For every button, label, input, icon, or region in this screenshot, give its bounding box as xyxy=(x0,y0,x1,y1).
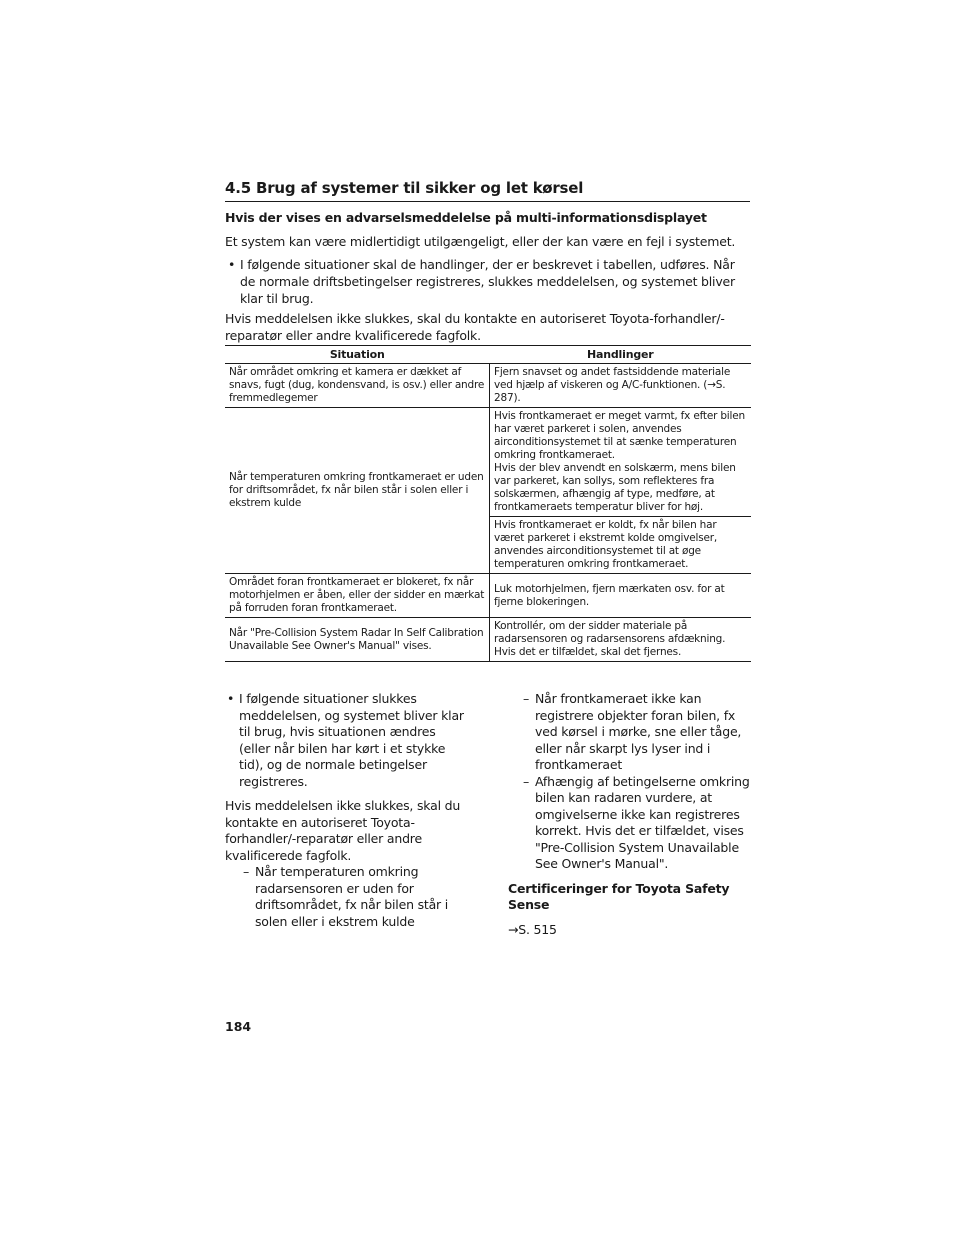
cert-reference-link[interactable]: →S. 515 xyxy=(508,921,557,937)
bullet-item xyxy=(225,691,470,790)
header-situation: Situation xyxy=(225,346,490,364)
table-row xyxy=(225,618,751,662)
bullet-text: I følgende situationer slukkes meddelelsen, og systemet bliver klar til brug, hvis situationen ændres (eller når bilen har kørt i et stykke tid), og de normale betingelser registreres. xyxy=(239,691,464,789)
section-header: 4.5 Brug af systemer til sikker og let kørsel xyxy=(225,179,750,202)
action-cell xyxy=(490,408,752,517)
situation-cell: Området foran frontkameraet er blokeret, fx når motorhjelmen er åben, eller der sidder en mærkat på forruden foran frontkameraet. xyxy=(225,574,490,618)
table-header-row xyxy=(225,346,751,364)
contact-paragraph: Hvis meddelelsen ikke slukkes, skal du kontakte en autoriseret Toyota-forhandler/-reparatør eller andre kvalificerede fagfolk. xyxy=(225,798,461,863)
bullet-icon: • xyxy=(227,691,235,706)
table-row xyxy=(225,574,751,618)
situation-cell: Når området omkring et kamera er dækket af snavs, fugt (dug, kondensvand, is osv.) eller andre fremmedlegemer xyxy=(225,364,490,408)
situation-cell: Når temperaturen omkring frontkameraet er uden for driftsområdet, fx når bilen står i solen eller i ekstrem kulde xyxy=(225,408,490,574)
header-actions: Handlinger xyxy=(490,346,752,364)
contact-paragraph: Hvis meddelelsen ikke slukkes, skal du kontakte en autoriseret Toyota-forhandler/-reparatør eller andre kvalificerede fagfolk. xyxy=(225,311,725,343)
situation-cell: Når "Pre-Collision System Radar In Self Calibration Unavailable See Owner's Manual" vises. xyxy=(225,618,490,662)
action-cell: Fjern snavset og andet fastsiddende materiale ved hjælp af viskeren og A/C-funktionen. (→S. 287). xyxy=(490,364,752,408)
action-cell xyxy=(490,618,752,662)
right-column xyxy=(495,691,750,938)
bullet-text: I følgende situationer skal de handlinger, der er beskrevet i tabellen, udføres. Når de normale driftsbetingelser registreres, slukkes meddelelsen, og systemet bliver klar til brug. xyxy=(240,257,735,306)
action-text: Hvis der blev anvendt en solskærm, mens bilen var parkeret, kan sollys, som reflekteres fra solskærmen, afhængig af type, medføre, at frontkameraets temperatur bliver for høj. xyxy=(494,462,736,513)
action-text: Hvis frontkameraet er meget varmt, fx efter bilen har været parkeret i solen, anvendes airconditionsystemet til at sænke temperaturen omkring frontkameraet. xyxy=(494,410,745,461)
table-row xyxy=(225,364,751,408)
left-column xyxy=(225,691,470,930)
dash-item xyxy=(495,691,750,774)
dash-icon: – xyxy=(243,864,250,879)
action-text: Hvis det er tilfældet, skal det fjernes. xyxy=(494,646,682,658)
situation-table xyxy=(225,345,751,662)
cert-heading: Certificeringer for Toyota Safety Sense xyxy=(508,880,730,912)
table-row xyxy=(225,408,751,517)
bullet-item xyxy=(225,256,750,307)
dash-icon: – xyxy=(523,691,530,706)
dash-text: Når temperaturen omkring radarsensoren er uden for driftsområdet, fx når bilen står i solen eller i ekstrem kulde xyxy=(255,864,449,929)
bullet-icon: • xyxy=(228,257,236,272)
dash-text: Afhængig af betingelserne omkring bilen kan radaren vurdere, at omgivelserne ikke kan registreres korrekt. Hvis det er tilfældet, vises "Pre-Collision System Unavailable See Owner's Manual". xyxy=(535,773,750,871)
dash-item xyxy=(225,864,470,930)
page-number: 184 xyxy=(225,1019,252,1034)
action-cell: Hvis frontkameraet er koldt, fx når bilen har været parkeret i ekstremt kolde omgivelser, anvendes airconditionsystemet til at øge temperaturen omkring frontkameraet. xyxy=(490,517,752,574)
dash-text: Når frontkameraet ikke kan registrere objekter foran bilen, fx ved kørsel i mørke, sne eller tåge, eller når skarpt lys lyser ind i frontkameraet xyxy=(535,691,742,772)
dash-item xyxy=(495,774,750,873)
subheading: Hvis der vises en advarselsmeddelelse på multi-informationsdisplayet xyxy=(225,210,707,225)
action-text: Kontrollér, om der sidder materiale på radarsensoren og radarsensorens afdækning. xyxy=(494,620,726,645)
intro-paragraph: Et system kan være midlertidigt utilgængeligt, eller der kan være en fejl i systemet. xyxy=(225,234,736,249)
action-cell: Luk motorhjelmen, fjern mærkaten osv. for at fjerne blokeringen. xyxy=(490,574,752,618)
dash-icon: – xyxy=(523,773,530,789)
